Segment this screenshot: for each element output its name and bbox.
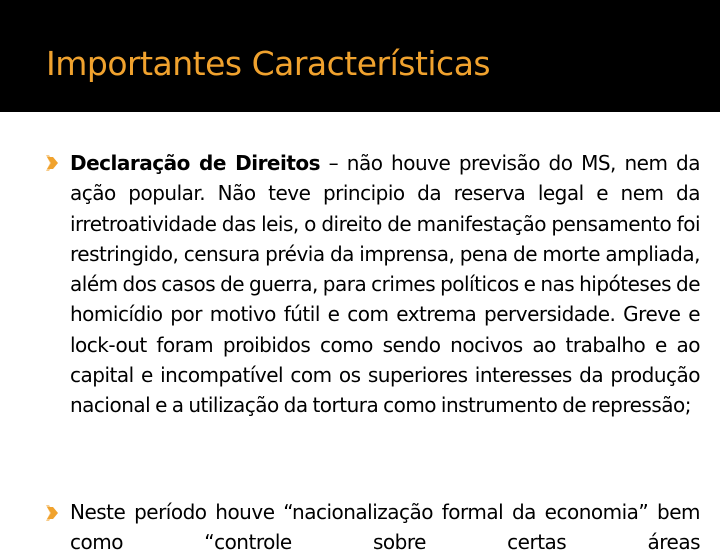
- ornament-bullet-icon: [46, 155, 60, 171]
- bullet-text: Neste período houve “nacionalização formal da economia” bem como “controle sobre certas áreas: [70, 500, 700, 555]
- bullet-text: – não houve previsão do MS, nem da ação popular. Não teve principio da reserva legal e nem da irretroatividade das leis, o direito de manifestação pensamento foi restringido, censura prévia da imprensa, pena de morte ampliada, além dos casos de guerra, para crimes políticos e nas hipóteses de homicídio por motivo fútil e com extrema perversidade. Greve e lock-out foram proibidos como sendo nocivos ao trabalho e ao capital e incompatível com os superiores interesses da produção nacional e a utilização da tortura como instrumento de repressão;: [70, 151, 700, 418]
- title-bar: [0, 0, 720, 112]
- slide-title: Importantes Características: [46, 44, 491, 83]
- bullet-paragraph: [70, 148, 700, 421]
- bullet-paragraph: [70, 497, 700, 558]
- bullet-lead: Declaração de Direitos: [70, 151, 321, 175]
- title-divider: [0, 112, 720, 116]
- ornament-bullet-icon: [46, 505, 60, 521]
